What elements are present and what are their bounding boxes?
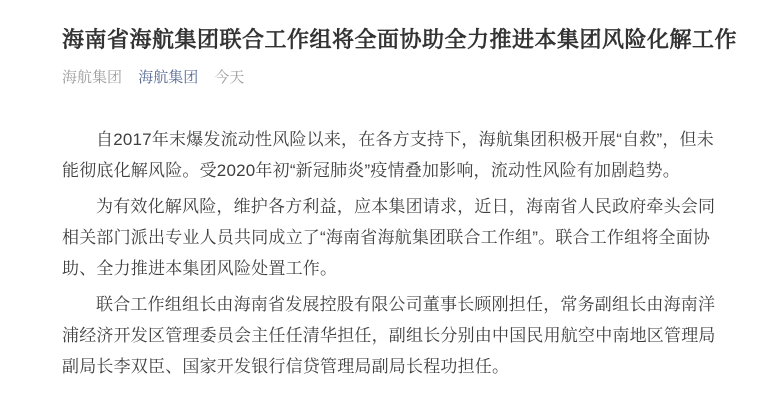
article-title: 海南省海航集团联合工作组将全面协助全力推进本集团风险化解工作 [62,27,738,52]
paragraph-line: 能彻底化解风险。受2020年初“新冠肺炎”疫情叠加影响，流动性风险有加剧趋势。 [62,160,680,180]
paragraph-line: 助、全力推进本集团风险处置工作。 [62,258,338,278]
paragraph-line: 副局长李双臣、国家开发银行信贷管理局副局长程功担任。 [62,356,510,376]
byline [62,68,746,88]
paragraph-line: 联合工作组组长由海南省发展控股有限公司董事长顾刚担任，常务副组长由海南洋 [96,294,716,314]
paragraph [62,191,742,284]
paragraph-line: 为有效化解风险，维护各方利益，应本集团请求，近日，海南省人民政府牵头会同 [96,196,716,216]
account-name-link[interactable]: 海航集团 [138,68,199,86]
paragraph [62,124,742,186]
paragraph-line: 浦经济开发区管理委员会主任任清华担任，副组长分别由中国民用航空中南地区管理局 [62,325,716,345]
publish-date: 今天 [214,68,245,86]
paragraph [62,289,742,382]
paragraph-line: 自2017年末爆发流动性风险以来，在各方支持下，海航集团积极开展“自救”，但未 [96,129,714,149]
paragraph-line: 相关部门派出专业人员共同成立了“海南省海航集团联合工作组”。联合工作组将全面协 [62,227,711,247]
article-body [62,124,742,382]
author-name: 海航集团 [62,68,123,86]
